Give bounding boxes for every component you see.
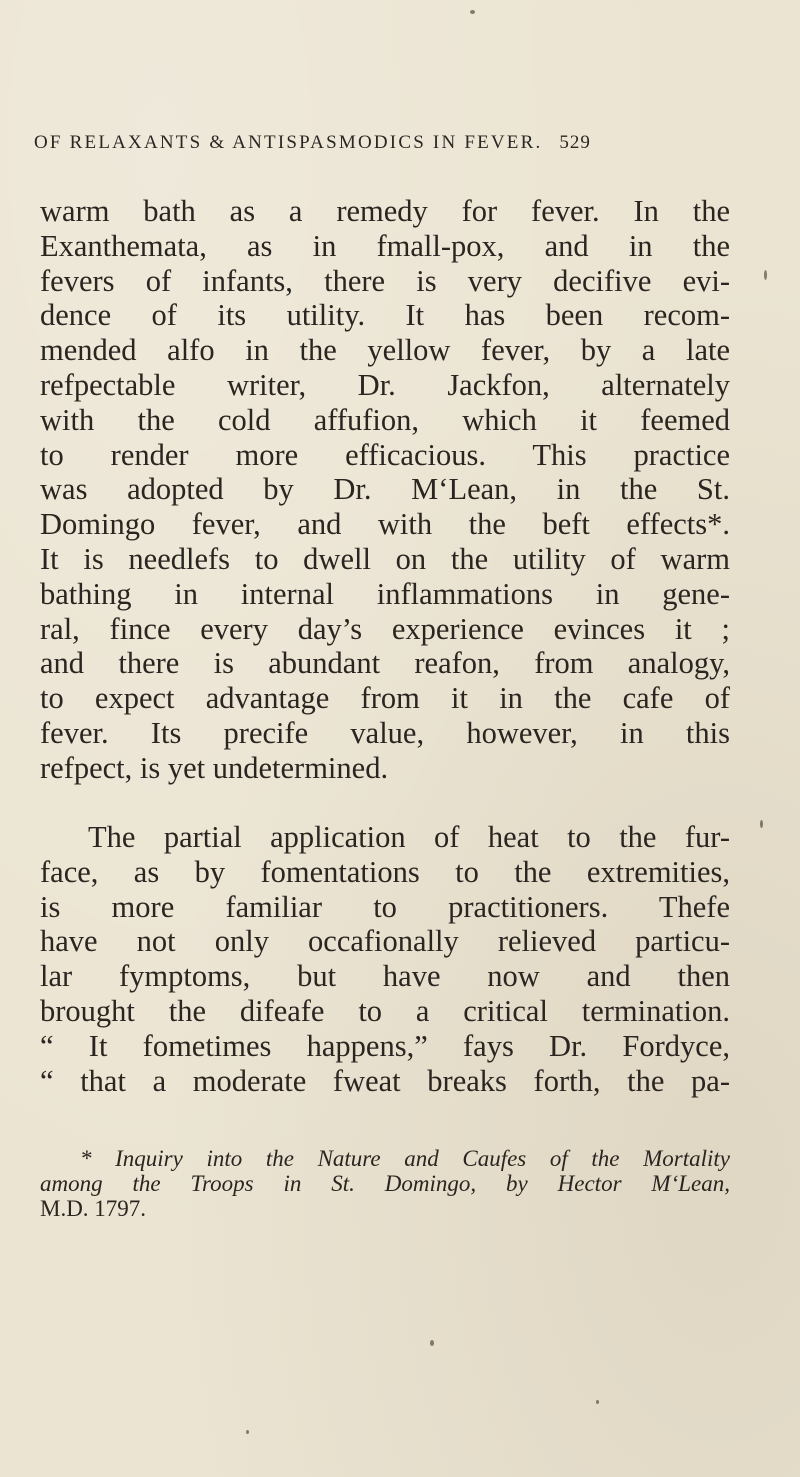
page-number: 529 (559, 132, 591, 153)
paragraph-1 (40, 194, 730, 786)
text-line: face, as by fomentations to the extremities, (40, 854, 730, 889)
text-line: brought the difeafe to a critical termination. (40, 993, 730, 1028)
text-line: fever. Its precife value, however, in this (40, 715, 730, 750)
paper-speck (430, 1340, 434, 1346)
text-line: Exanthemata, as in fmall-pox, and in the (40, 228, 730, 263)
text-line: mended alfo in the yellow fever, by a late (40, 333, 730, 368)
text-line: The partial application of heat to the fur- (88, 820, 730, 854)
text-line: refpect, is yet undetermined. (40, 750, 389, 785)
text-line: fevers of infants, there is very decifive evi- (40, 263, 730, 298)
text-line: to render more efficacious. This practice (40, 437, 730, 472)
footnote-line: M.D. 1797. (40, 1196, 147, 1221)
footnote-line: * Inquiry into the Nature and Caufes of the Mortality (80, 1146, 730, 1171)
paragraph-2 (40, 820, 730, 1098)
text-line: and there is abundant reafon, from analogy, (40, 646, 730, 681)
text-line: warm bath as a remedy for fever. In the (40, 194, 730, 228)
text-line: It is needlefs to dwell on the utility of warm (40, 541, 730, 576)
text-line: bathing in internal inflammations in gene- (40, 576, 730, 611)
text-line: “ that a moderate fweat breaks forth, the pa- (40, 1063, 730, 1098)
running-head (34, 132, 714, 154)
text-line: lar fymptoms, but have now and then (40, 959, 730, 994)
text-line: dence of its utility. It has been recom- (40, 298, 730, 333)
paper-speck (246, 1430, 249, 1434)
paper-speck (760, 820, 763, 828)
text-line: refpectable writer, Dr. Jackfon, alternately (40, 367, 730, 402)
running-head-title: OF RELAXANTS & ANTISPASMODICS IN FEVER. (34, 132, 543, 153)
footnote-line: among the Troops in St. Domingo, by Hector M‘Lean, (40, 1171, 730, 1196)
text-line: is more familiar to practitioners. Thefe (40, 889, 730, 924)
paper-speck (596, 1400, 599, 1404)
footnote (40, 1146, 730, 1221)
text-line: with the cold affufion, which it feemed (40, 402, 730, 437)
paper-speck (470, 10, 475, 14)
text-line: have not only occafionally relieved particu- (40, 924, 730, 959)
text-line: “ It fometimes happens,” fays Dr. Fordyce, (40, 1028, 730, 1063)
text-line: was adopted by Dr. M‘Lean, in the St. (40, 472, 730, 507)
paper-speck (764, 270, 767, 280)
text-line: Domingo fever, and with the beft effects*. (40, 507, 730, 542)
text-line: ral, fince every day’s experience evinces it ; (40, 611, 730, 646)
text-line: to expect advantage from it in the cafe of (40, 681, 730, 716)
